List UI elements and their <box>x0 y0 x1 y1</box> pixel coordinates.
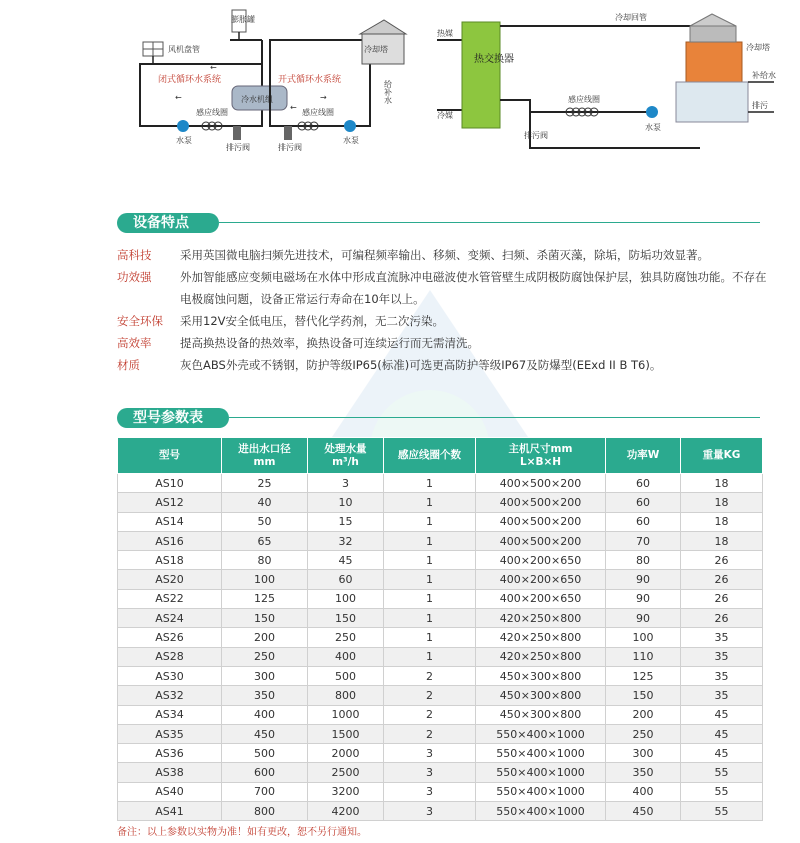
svg-text:→: → <box>320 93 327 102</box>
table-cell: 26 <box>681 551 763 570</box>
table-cell: 100 <box>308 589 384 608</box>
table-cell: 3200 <box>308 782 384 801</box>
table-cell: 100 <box>606 628 681 647</box>
pump-label-left: 水泵 <box>176 136 192 145</box>
table-cell: 420×250×800 <box>476 628 606 647</box>
table-cell: 450×300×800 <box>476 666 606 685</box>
table-cell: 250 <box>222 647 308 666</box>
features-section-title: 设备特点 <box>117 213 219 233</box>
table-cell: 10 <box>308 493 384 512</box>
feature-item <box>117 354 777 376</box>
table-cell: 400 <box>308 647 384 666</box>
params-table-container <box>117 437 762 821</box>
table-cell: 32 <box>308 531 384 550</box>
feature-label: 高效率 <box>117 336 152 350</box>
table-row <box>118 782 763 801</box>
table-cell: 400 <box>222 705 308 724</box>
table-cell: 1 <box>384 474 476 493</box>
cooling-tower-label-right: 冷却塔 <box>746 43 770 52</box>
table-cell: 150 <box>308 609 384 628</box>
table-cell: 3 <box>384 802 476 821</box>
params-divider <box>229 417 760 418</box>
table-note: 备注：以上参数以实物为准！如有更改，恕不另行通知。 <box>117 827 367 838</box>
table-cell: 40 <box>222 493 308 512</box>
table-row <box>118 512 763 531</box>
table-cell: 400×500×200 <box>476 493 606 512</box>
table-row <box>118 724 763 743</box>
table-cell: 60 <box>606 474 681 493</box>
table-cell: 100 <box>222 570 308 589</box>
table-cell: 550×400×1000 <box>476 744 606 763</box>
table-row <box>118 802 763 821</box>
feature-item <box>117 310 777 332</box>
table-cell: 2500 <box>308 763 384 782</box>
pump-icon-right <box>344 120 356 132</box>
table-row <box>118 551 763 570</box>
table-cell: 4200 <box>308 802 384 821</box>
table-cell: AS30 <box>118 666 222 685</box>
table-cell: 1000 <box>308 705 384 724</box>
supply-label: 补给水 <box>752 71 776 80</box>
table-cell: AS28 <box>118 647 222 666</box>
table-cell: 150 <box>606 686 681 705</box>
table-cell: AS41 <box>118 802 222 821</box>
feature-label: 材质 <box>117 358 140 372</box>
open-loop-label: 开式循环水系统 <box>278 75 342 85</box>
feature-text: 提高换热设备的热效率，换热设备可连续运行而无需清洗。 <box>180 336 479 350</box>
table-header-cell: 重量KG <box>681 438 763 474</box>
table-row <box>118 589 763 608</box>
table-cell: 400 <box>606 782 681 801</box>
table-cell: 1 <box>384 493 476 512</box>
table-cell: 45 <box>681 744 763 763</box>
table-cell: 45 <box>681 724 763 743</box>
table-row <box>118 609 763 628</box>
table-cell: 2000 <box>308 744 384 763</box>
table-row <box>118 493 763 512</box>
return-pipe-label: 冷却回管 <box>615 13 647 22</box>
feature-item <box>117 332 777 354</box>
table-cell: 35 <box>681 647 763 666</box>
table-cell: 300 <box>606 744 681 763</box>
table-cell: 1 <box>384 570 476 589</box>
table-cell: 45 <box>308 551 384 570</box>
table-cell: 26 <box>681 589 763 608</box>
table-cell: AS24 <box>118 609 222 628</box>
table-cell: 400×200×650 <box>476 551 606 570</box>
heat-exchanger-label: 热交换器 <box>474 54 514 65</box>
table-cell: 1 <box>384 647 476 666</box>
table-cell: 60 <box>606 512 681 531</box>
svg-text:←: ← <box>175 93 182 102</box>
table-cell: 60 <box>308 570 384 589</box>
table-cell: 2 <box>384 686 476 705</box>
table-cell: 400×500×200 <box>476 531 606 550</box>
cooling-tower-roof-icon <box>360 20 406 34</box>
table-header-row <box>118 438 763 474</box>
pump-icon-exchanger <box>646 106 658 118</box>
pump-label-right: 水泵 <box>343 136 359 145</box>
table-cell: 65 <box>222 531 308 550</box>
table-cell: 18 <box>681 512 763 531</box>
table-row <box>118 744 763 763</box>
table-cell: 70 <box>606 531 681 550</box>
features-divider <box>219 222 760 223</box>
table-header-cell: 功率W <box>606 438 681 474</box>
params-section-title: 型号参数表 <box>117 408 229 428</box>
closed-loop-diagram <box>140 10 262 152</box>
drain-valve-left: 排污阀 <box>226 143 250 152</box>
table-cell: 80 <box>606 551 681 570</box>
table-header-cell: 感应线圈个数 <box>384 438 476 474</box>
table-row <box>118 570 763 589</box>
table-cell: 26 <box>681 570 763 589</box>
table-cell: 90 <box>606 589 681 608</box>
closed-loop-label: 闭式循环水系统 <box>158 75 222 85</box>
table-cell: 25 <box>222 474 308 493</box>
feature-text: 采用英国微电脑扫频先进技术，可编程频率输出、移频、变频、扫频、杀菌灭藻，除垢，防垢功效显著。 <box>180 248 709 262</box>
table-cell: 400×200×650 <box>476 589 606 608</box>
table-cell: 250 <box>308 628 384 647</box>
table-cell: 2 <box>384 724 476 743</box>
chiller-label: 冷水机组 <box>241 95 273 104</box>
table-cell: AS10 <box>118 474 222 493</box>
table-cell: 60 <box>606 493 681 512</box>
table-cell: AS16 <box>118 531 222 550</box>
table-cell: AS38 <box>118 763 222 782</box>
table-cell: AS36 <box>118 744 222 763</box>
table-cell: AS32 <box>118 686 222 705</box>
table-cell: 350 <box>222 686 308 705</box>
left-diagram-svg <box>0 0 800 160</box>
cooling-tower-right-icon <box>686 42 742 82</box>
fan-coil-label: 风机盘管 <box>168 45 200 54</box>
table-cell: 800 <box>222 802 308 821</box>
table-cell: 420×250×800 <box>476 609 606 628</box>
table-row <box>118 531 763 550</box>
table-header-cell: 主机尺寸mm L×B×H <box>476 438 606 474</box>
table-cell: 80 <box>222 551 308 570</box>
table-cell: AS34 <box>118 705 222 724</box>
table-cell: 3 <box>308 474 384 493</box>
cold-coal-label: 冷媒 <box>437 111 453 120</box>
open-loop-diagram <box>270 20 406 152</box>
coil-label-open: 感应线圈 <box>302 108 334 117</box>
table-row <box>118 647 763 666</box>
table-row <box>118 705 763 724</box>
pump-icon-left <box>177 120 189 132</box>
heat-exchanger-icon <box>462 22 500 128</box>
table-cell: 50 <box>222 512 308 531</box>
expansion-tank-label: 膨胀罐 <box>231 15 255 24</box>
table-cell: AS40 <box>118 782 222 801</box>
table-cell: 400×200×650 <box>476 570 606 589</box>
feature-item <box>117 266 777 310</box>
feature-text: 灰色ABS外壳或不锈钢，防护等级IP65(标准)可选更高防护等级IP67及防爆型(EExd II B T6)。 <box>180 358 662 372</box>
drain-valve-right: 排污阀 <box>278 143 302 152</box>
table-cell: 90 <box>606 609 681 628</box>
table-cell: 1 <box>384 628 476 647</box>
features-list <box>117 244 777 376</box>
table-cell: 26 <box>681 609 763 628</box>
hot-coal-label: 热媒 <box>437 29 453 38</box>
table-cell: 15 <box>308 512 384 531</box>
table-cell: AS18 <box>118 551 222 570</box>
table-body <box>118 474 763 821</box>
svg-text:←: ← <box>210 63 217 72</box>
table-cell: 550×400×1000 <box>476 782 606 801</box>
table-cell: 55 <box>681 802 763 821</box>
table-cell: 500 <box>308 666 384 685</box>
table-cell: 420×250×800 <box>476 647 606 666</box>
table-cell: 3 <box>384 782 476 801</box>
table-cell: 450 <box>606 802 681 821</box>
heat-exchanger-diagram <box>437 12 776 148</box>
table-cell: 200 <box>606 705 681 724</box>
table-cell: 1 <box>384 609 476 628</box>
table-cell: 18 <box>681 493 763 512</box>
table-cell: 45 <box>681 705 763 724</box>
table-cell: AS12 <box>118 493 222 512</box>
table-cell: AS20 <box>118 570 222 589</box>
table-cell: 35 <box>681 628 763 647</box>
feature-text: 外加智能感应变频电磁场在水体中形成直流脉冲电磁波使水管管壁生成阴极防腐蚀保护层，独具防腐蚀功能。不存在电极腐蚀问题，设备正常运行寿命在10年以上。 <box>180 270 767 306</box>
table-cell: 2 <box>384 705 476 724</box>
cooling-tower-label-left: 冷却塔 <box>364 45 388 54</box>
table-cell: 35 <box>681 666 763 685</box>
table-cell: 250 <box>606 724 681 743</box>
table-row <box>118 686 763 705</box>
table-cell: 300 <box>222 666 308 685</box>
pump-label-exchanger: 水泵 <box>645 123 661 132</box>
water-supply-label: 给补水 <box>383 80 393 104</box>
table-cell: 3 <box>384 763 476 782</box>
coil-label-exchanger: 感应线圈 <box>568 95 600 104</box>
table-cell: 110 <box>606 647 681 666</box>
table-cell: 150 <box>222 609 308 628</box>
table-cell: 550×400×1000 <box>476 802 606 821</box>
table-header-cell: 进出水口径 mm <box>222 438 308 474</box>
table-header-cell: 型号 <box>118 438 222 474</box>
table-cell: 35 <box>681 686 763 705</box>
table-cell: 1 <box>384 589 476 608</box>
table-cell: 600 <box>222 763 308 782</box>
table-cell: 450 <box>222 724 308 743</box>
feature-label: 安全环保 <box>117 314 163 328</box>
table-cell: 125 <box>606 666 681 685</box>
table-cell: 18 <box>681 531 763 550</box>
table-cell: 450×300×800 <box>476 705 606 724</box>
table-cell: AS35 <box>118 724 222 743</box>
table-cell: 1500 <box>308 724 384 743</box>
table-cell: 1 <box>384 531 476 550</box>
drain-valve-exchanger: 排污阀 <box>524 131 548 140</box>
table-row <box>118 763 763 782</box>
table-cell: 500 <box>222 744 308 763</box>
table-cell: 450×300×800 <box>476 686 606 705</box>
coil-label-left: 感应线圈 <box>196 108 228 117</box>
system-diagrams <box>0 0 800 160</box>
feature-text: 采用12V安全低电压，替代化学药剂，无二次污染。 <box>180 314 444 328</box>
drain-label-right: 排污 <box>752 101 768 110</box>
table-cell: 400×500×200 <box>476 474 606 493</box>
table-cell: 55 <box>681 782 763 801</box>
table-header-cell: 处理水量 m³/h <box>308 438 384 474</box>
table-row <box>118 666 763 685</box>
table-cell: 200 <box>222 628 308 647</box>
feature-label: 功效强 <box>117 270 152 284</box>
table-cell: 90 <box>606 570 681 589</box>
svg-text:←: ← <box>290 103 297 112</box>
table-cell: AS14 <box>118 512 222 531</box>
feature-label: 高科技 <box>117 248 152 262</box>
table-cell: 700 <box>222 782 308 801</box>
table-cell: 550×400×1000 <box>476 724 606 743</box>
table-cell: 55 <box>681 763 763 782</box>
table-cell: 800 <box>308 686 384 705</box>
table-cell: 3 <box>384 744 476 763</box>
table-cell: AS26 <box>118 628 222 647</box>
table-cell: 18 <box>681 474 763 493</box>
table-row <box>118 474 763 493</box>
table-cell: 1 <box>384 512 476 531</box>
feature-item <box>117 244 777 266</box>
table-cell: 125 <box>222 589 308 608</box>
table-cell: 400×500×200 <box>476 512 606 531</box>
table-cell: AS22 <box>118 589 222 608</box>
params-table <box>117 437 763 821</box>
table-cell: 2 <box>384 666 476 685</box>
table-cell: 550×400×1000 <box>476 763 606 782</box>
chiller-unit <box>232 86 287 110</box>
table-cell: 1 <box>384 551 476 570</box>
table-row <box>118 628 763 647</box>
table-cell: 350 <box>606 763 681 782</box>
